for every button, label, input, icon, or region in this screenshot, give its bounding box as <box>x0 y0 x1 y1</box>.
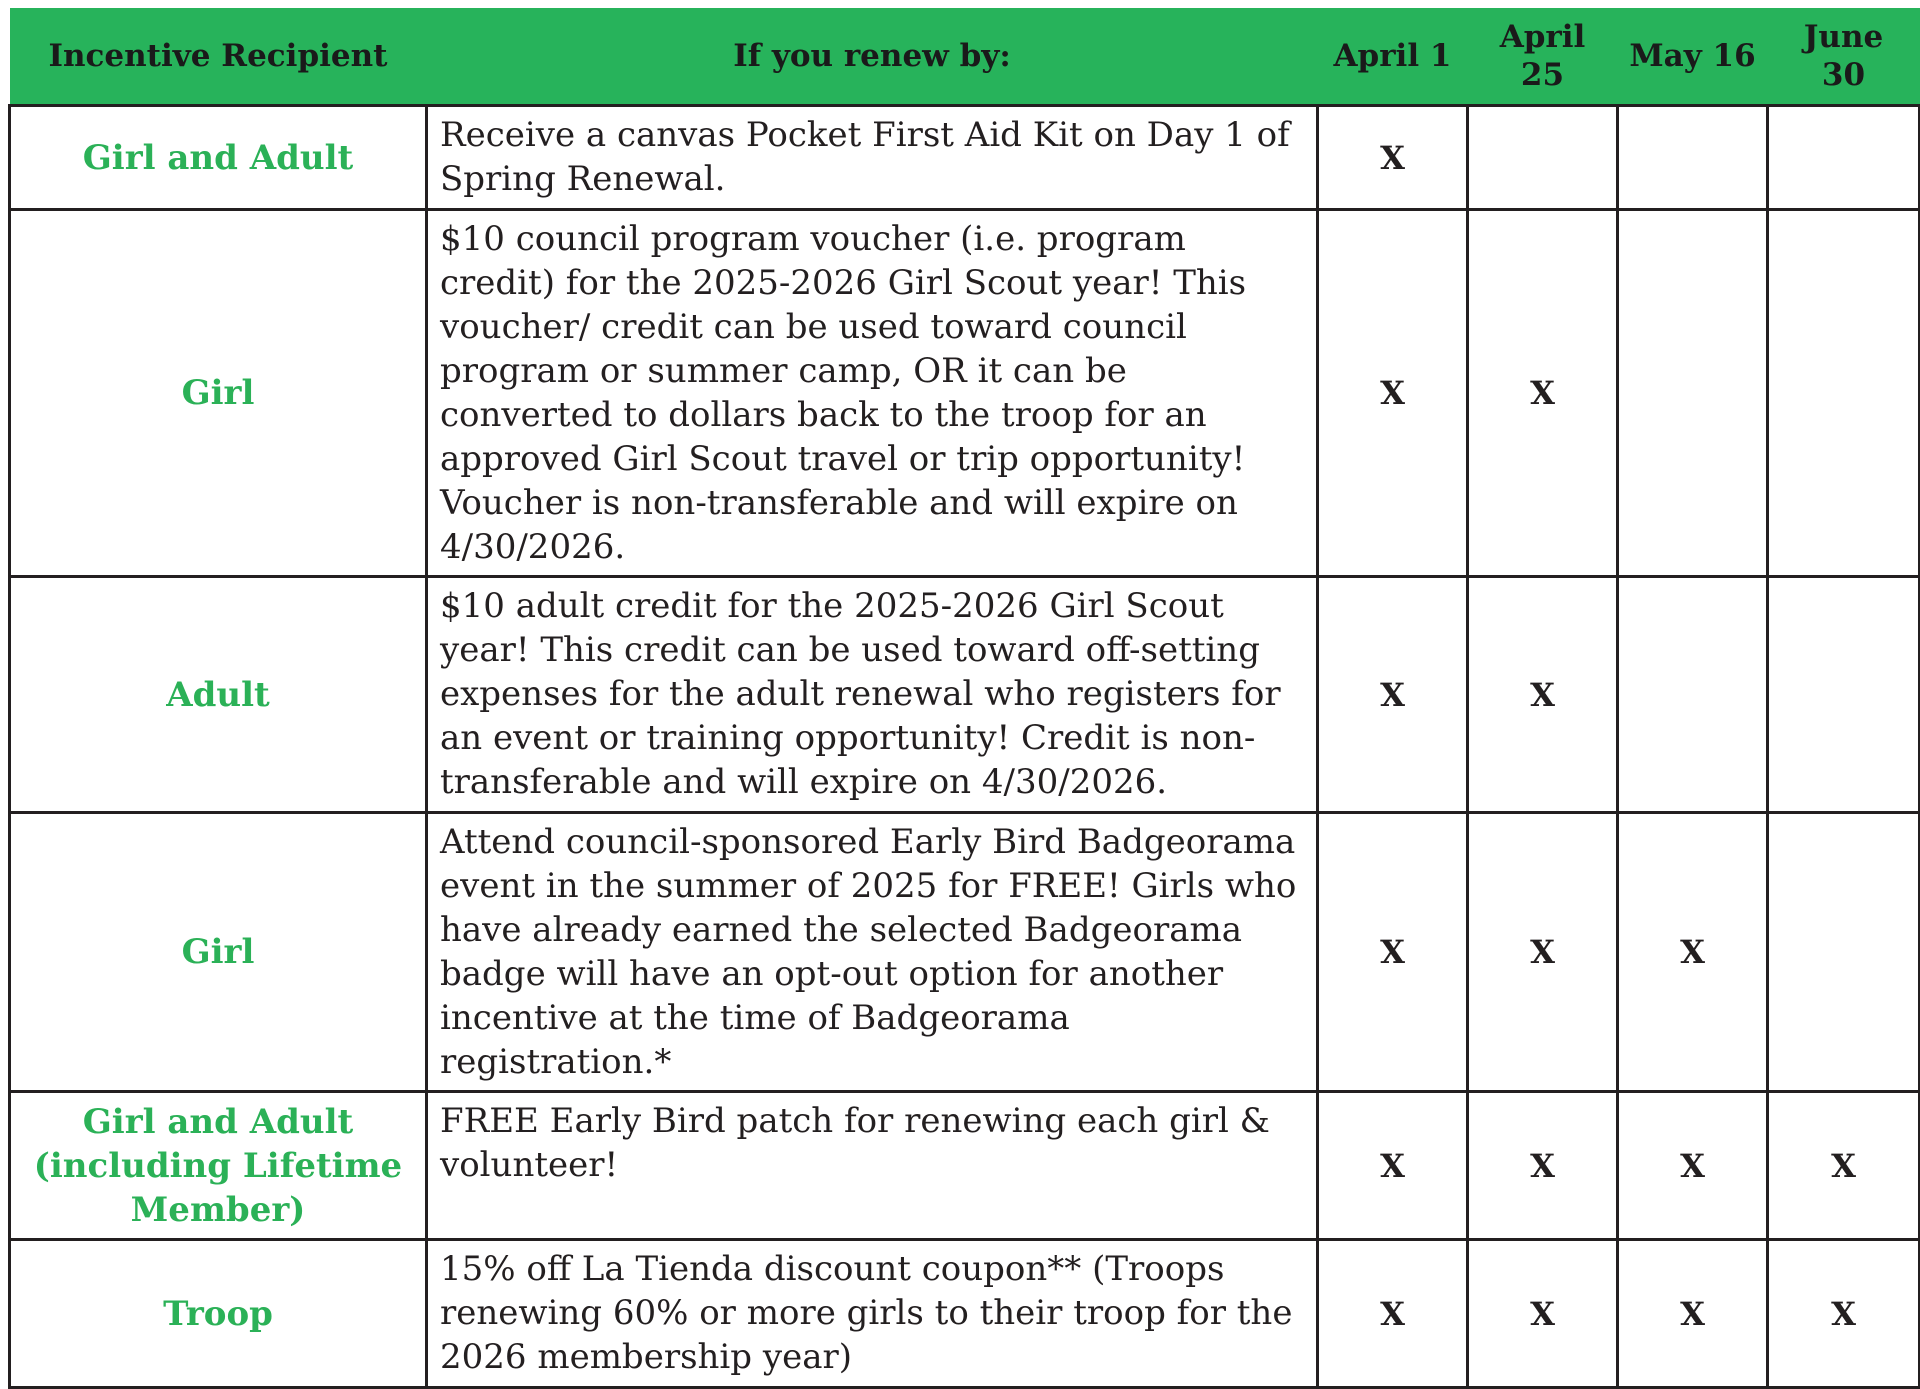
row-description: 15% off La Tienda discount coupon** (Troops renewing 60% or more girls to their troop for the 2026 membership year) <box>427 1240 1318 1388</box>
header-date-april-25: April 25 <box>1468 8 1618 106</box>
row-mark-april-25: X <box>1468 210 1618 577</box>
row-mark-april-1: X <box>1318 1240 1468 1388</box>
row-mark-april-25: X <box>1468 813 1618 1092</box>
table-header <box>10 8 1920 106</box>
header-date-april-1: April 1 <box>1318 8 1468 106</box>
row-description: Attend council-sponsored Early Bird Badgeorama event in the summer of 2025 for FREE! Girls who have already earned the selected Badgeorama badge will have an opt-out option for another incentive at the time of Badgeorama registration.* <box>427 813 1318 1092</box>
row-mark-june-30 <box>1768 577 1920 813</box>
row-mark-april-25: X <box>1468 1092 1618 1240</box>
row-mark-april-1: X <box>1318 210 1468 577</box>
incentive-table <box>8 8 1920 1389</box>
row-recipient: Girl and Adult <box>10 106 427 210</box>
row-recipient: Girl <box>10 813 427 1092</box>
row-mark-may-16: X <box>1618 1092 1768 1240</box>
row-mark-may-16: X <box>1618 1240 1768 1388</box>
incentive-table-container <box>8 8 1918 1389</box>
row-mark-june-30: X <box>1768 1092 1920 1240</box>
row-recipient: Troop <box>10 1240 427 1388</box>
row-description: $10 council program voucher (i.e. program credit) for the 2025-2026 Girl Scout year! This voucher/ credit can be used toward council program or summer camp, OR it can be converted to dollars back to the troop for an approved Girl Scout travel or trip opportunity! Voucher is non-transferable and will expire on 4/30/2026. <box>427 210 1318 577</box>
header-renew-by: If you renew by: <box>427 8 1318 106</box>
table-row <box>10 1092 1920 1240</box>
row-mark-april-1: X <box>1318 1092 1468 1240</box>
table-row <box>10 106 1920 210</box>
row-mark-april-25 <box>1468 106 1618 210</box>
row-mark-april-1: X <box>1318 577 1468 813</box>
row-recipient: Adult <box>10 577 427 813</box>
row-mark-april-1: X <box>1318 813 1468 1092</box>
table-row <box>10 1240 1920 1388</box>
row-mark-april-25: X <box>1468 1240 1618 1388</box>
row-mark-may-16 <box>1618 577 1768 813</box>
table-row <box>10 813 1920 1092</box>
header-recipient: Incentive Recipient <box>10 8 427 106</box>
row-mark-june-30 <box>1768 813 1920 1092</box>
table-row <box>10 577 1920 813</box>
row-mark-april-1: X <box>1318 106 1468 210</box>
row-mark-may-16 <box>1618 210 1768 577</box>
table-row <box>10 210 1920 577</box>
row-mark-june-30 <box>1768 210 1920 577</box>
header-row <box>10 8 1920 106</box>
row-mark-june-30 <box>1768 106 1920 210</box>
row-mark-june-30: X <box>1768 1240 1920 1388</box>
header-date-june-30: June 30 <box>1768 8 1920 106</box>
row-recipient: Girl <box>10 210 427 577</box>
table-body <box>10 106 1920 1388</box>
row-description: $10 adult credit for the 2025-2026 Girl Scout year! This credit can be used toward off-setting expenses for the adult renewal who registers for an event or training opportunity! Credit is non-transferable and will expire on 4/30/2026. <box>427 577 1318 813</box>
row-mark-may-16: X <box>1618 813 1768 1092</box>
row-description: Receive a canvas Pocket First Aid Kit on Day 1 of Spring Renewal. <box>427 106 1318 210</box>
row-mark-may-16 <box>1618 106 1768 210</box>
row-mark-april-25: X <box>1468 577 1618 813</box>
row-recipient: Girl and Adult (including Lifetime Member) <box>10 1092 427 1240</box>
row-description: FREE Early Bird patch for renewing each girl & volunteer! <box>427 1092 1318 1240</box>
header-date-may-16: May 16 <box>1618 8 1768 106</box>
